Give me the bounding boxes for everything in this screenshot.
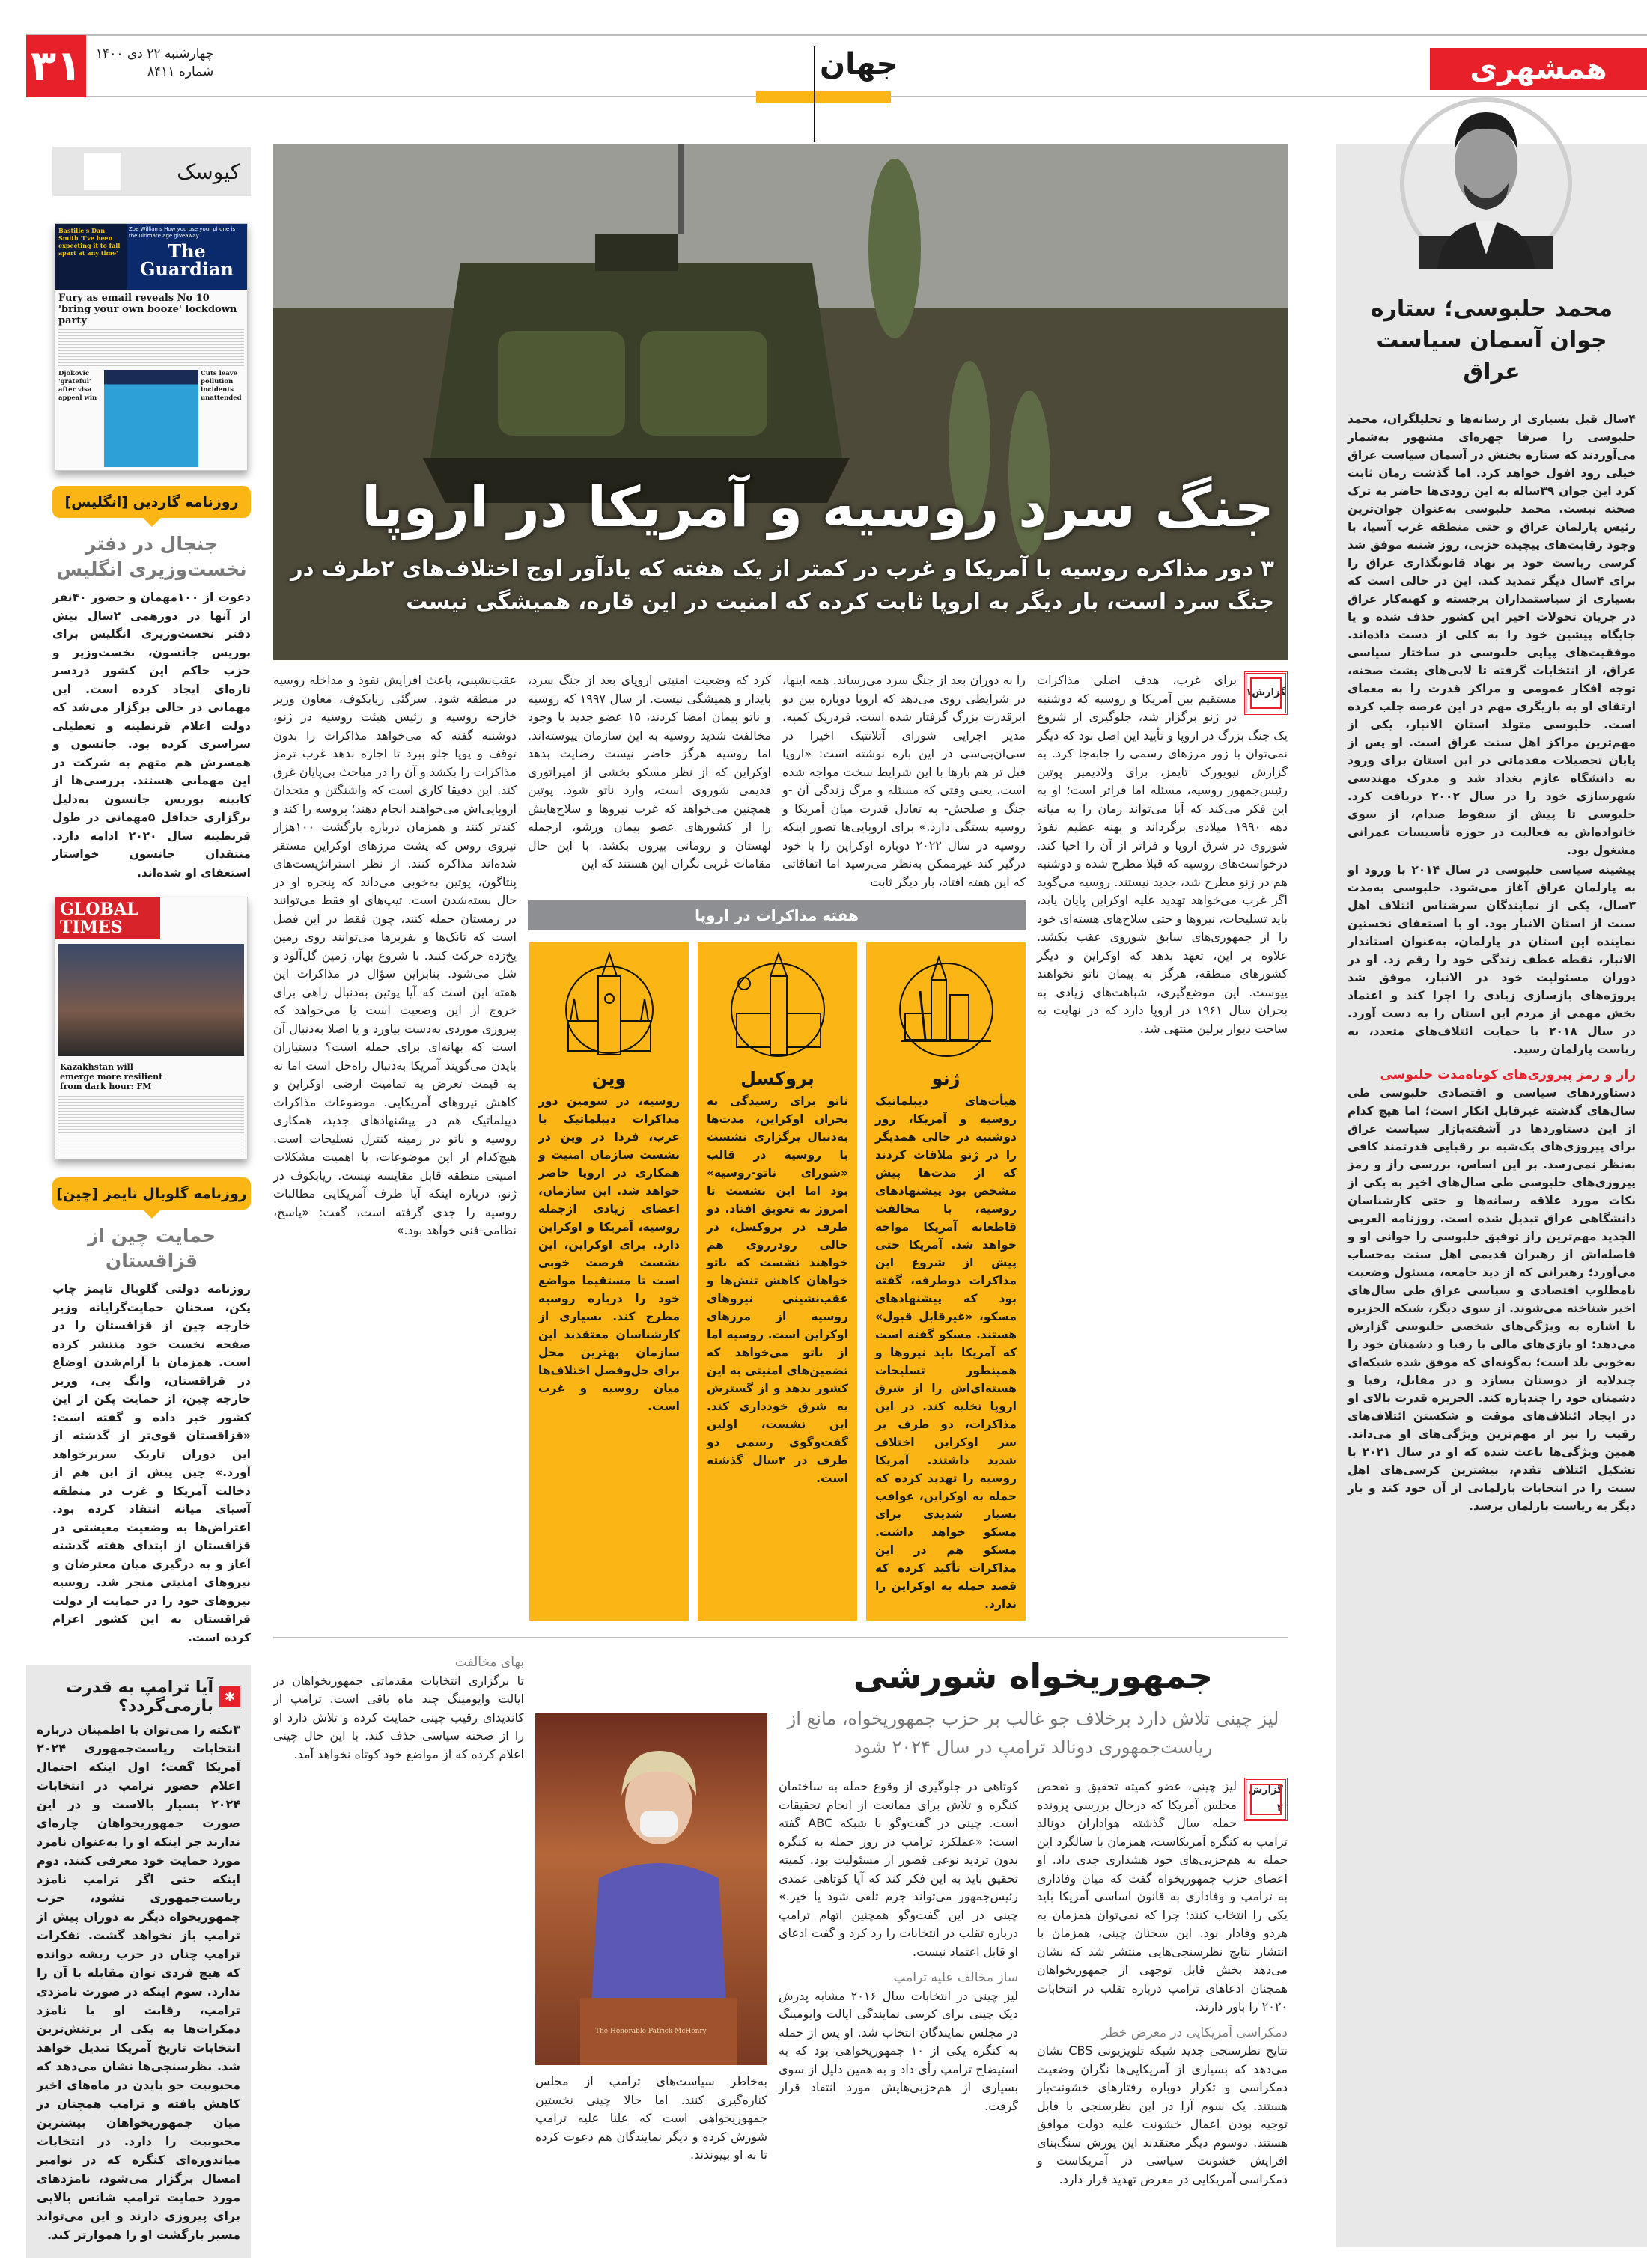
guardian-text-block xyxy=(58,329,244,367)
photo-caption: The Honorable Patrick McHenry xyxy=(595,2028,707,2035)
paragraph: تا برگزاری انتخابات مقدماتی جمهوریخواهان در ایالت وایومینگ چند ماه باقی است. ترامپ از کاندیدای رقیب چینی حمایت کرده و تلاش دارد او را از صحنه سیاسی حذف کند. با این حال چینی اعلام کرده که از مواضع خود کوتاه نخواهد آمد. xyxy=(273,1673,524,1761)
guardian-label: روزنامه گاردین [انگلیس] xyxy=(52,486,251,518)
guardian-summary xyxy=(52,531,251,882)
guardian-front-page[interactable] xyxy=(55,223,248,471)
report-2-badge: گزارش ۲ xyxy=(1244,1778,1288,1821)
guardian-story-left: Djokovic 'grateful' after visa appeal win xyxy=(58,370,97,402)
page-number: ۳۱ xyxy=(26,35,86,97)
section-title: جهان xyxy=(820,47,898,82)
subheading-opposition: ساز مخالف علیه ترامپ xyxy=(893,1970,1018,1985)
liz-cheney-photo xyxy=(535,1713,767,2065)
guardian-headline: Fury as email reveals No 10 'bring your own booze' lockdown party xyxy=(58,293,237,326)
city-text: روسیه، در سومین دور مذاکرات دیپلماتیک با غرب، فردا در وین در نشست سازمان امنیت و همکاری در اروپا حاضر خواهد شد. این سازمان، اعضای زیادی ازجمله روسیه، آمریکا و اوکراین دارد. برای اوکراین، این نشست فرصت خوبی است تا مستقیما مواضع خود را درباره روسیه مطرح کند. بسیاری از کارشناسان معتقدند این سازمان بهترین محل برای حل‌وفصل اختلاف‌ها میان روسیه و غرب است. xyxy=(538,1094,680,1413)
paragraph: لیز چینی در انتخابات سال ۲۰۱۶ مشابه پدرش دیک چینی برای کرسی نمایندگی ایالت وایومینگ در مجلس نمایندگان انتخاب شد. او پس از حمله به کنگره یکی از ۱۰ جمهوریخواهی بود که به استیضاح ترامپ رأی داد و به همین دلیل از سوی بسیاری از هم‌حزبی‌هایش مورد انتقاد قرار گرفت. xyxy=(779,1988,1019,2113)
city-text: هیأت‌های دیپلماتیک روسیه و آمریکا، روز دوشنبه در حالی همدیگر را در ژنو ملاقات کردند که از مدت‌ها پیش مشخص بود پیشنهادهای روسیه، با مخالفت قاطعانه آمریکا مواجه خواهد شد. آمریکا حتی پیش از شروع این مذاکرات دوطرفه، گفته بود که پیشنهادهای مسکو، «غیرقابل قبول» هستند. مسکو گفته است که آمریکا باید نیروها و همینطور تسلیحات هسته‌ای‌اش را از شرق اروپا تخلیه کند. در این مذاکرات، دو طرف بر سر اوکراین اختلاف شدید داشتند. آمریکا روسیه را تهدید کرده که حمله به اوکراین، عواقب بسیار شدیدی برای مسکو خواهد داشت. مسکو هم در این مذاکرات تأکید کرده که قصد حمله به اوکراین را ندارد. xyxy=(875,1094,1017,1611)
subheading-democracy: دمکراسی آمریکایی در معرض خطر xyxy=(1101,2025,1288,2040)
second-photo-column xyxy=(535,1713,767,2165)
lead-column-text: برای غرب، هدف اصلی مذاکرات مستقیم بین آمریکا و روسیه که دوشنبه در ژنو برگزار شد، جلوگیری از شروع یک جنگ بزرگ در اروپا و تأیید این اصل بود که دیگر نمی‌توان با زور مرزهای رسمی را جابه‌جا کرد. به گزارش نیویورک تایمز، برای ولادیمیر پوتین رئیس‌جمهور روسیه، مسئله اما فراتر است؛ او به این فکر می‌کند که آیا می‌تواند زمان را به میانه دهه ۱۹۹۰ میلادی برگرداند و پهنه عظیم نفوذ شوروی در شرق اروپا و فراتر از آن را احیا کند. درخواست‌های روسیه که قبلا مطرح شده و دوشنبه هم در ژنو مطرح شد، جدید نیستند. روسیه می‌گوید اگر غرب می‌خواهد تهدید علیه اوکراین پایان یابد، باید تسلیحات، نیروها و حتی سلاح‌های هسته‌ای خود را از جمهوری‌های سابق شوروی عقب بکشد. علاوه بر این، تعهد بدهد که اوکراین و دیگر کشورهای منطقه، هرگز به پیمان ناتو نخواهند پیوست. این موضع‌گیری، شباهت‌های زیادی به بحران سال ۱۹۶۱ در اروپا دارد که در نهایت به ساخت دیوار برلین منتهی شد. xyxy=(1037,673,1288,1036)
brussels-landmark-icon xyxy=(710,950,845,1062)
second-column-1 xyxy=(1037,1778,1288,2190)
global-times-summary-title: حمایت چین از قزاقستان xyxy=(87,1225,216,1272)
profile-article xyxy=(1348,293,1636,1515)
lead-headline: جنگ سرد روسیه و آمریکا در اروپا xyxy=(361,475,1274,540)
second-column-text: به‌خاطر سیاست‌های ترامپ از مجلس کناره‌گیری کنند. اما حالا چینی نخستین جمهوریخواهی است که علنا علیه ترامپ شورش کرده و دیگر نمایندگان هم دعوت کرده تا به او بپیوندند. xyxy=(535,2074,767,2162)
issue-number: شماره ۸۴۱۱ xyxy=(147,64,214,79)
main-column xyxy=(273,144,1288,2190)
city-name: وین xyxy=(591,1068,627,1089)
report-1-badge: گزارش۱ xyxy=(1244,671,1288,715)
second-headline: جمهوریخواه شورشی xyxy=(853,1656,1214,1696)
section-accent-bar xyxy=(756,91,891,103)
city-box-vienna xyxy=(529,942,689,1621)
second-column-text: کوتاهی در جلوگیری از وقوع حمله به ساختمان کنگره و تلاش برای ممانعت از انجام تحقیقات است. چینی در گفت‌وگو با شبکه ABC گفته است: «عملکرد ترامپ در روز حمله به کنگره بدون تردید نوعی قصور از مسئولیت بود. کمیته تحقیق باید به این فکر کند که آیا کوتاهی عمدی رئیس‌جمهور می‌تواند جرم تلقی شود یا خیر.» چینی در این گفت‌وگو همچنین اتهام ترامپ درباره تقلب در انتخابات را رد کرد و گفت ادعای او قابل اعتماد نیست. xyxy=(779,1779,1019,1959)
global-times-summary-body: روزنامه دولتی گلوبال تایمز چاپ پکن، سخنان حمایت‌گرایانه وزیر خارجه چین از قزاقستان را در صفحه نخست خود منتشر کرده است. همزمان با آرام‌شدن اوضاع در قزاقستان، وانگ یی، وزیر خارجه چین، از حمایت پکن از این کشور خبر داده و گفته است: «قزاقستان قوی‌تر از گذشته از این دوران تاریک سربرخواهد آورد.» چین پیش از این هم از دخالت آمریکا و غرب در منطقه آسیای میانه انتقاد کرده بود. اعتراض‌ها به وضعیت معیشتی در قزاقستان از ابتدای هفته گذشته آغاز و به درگیری میان معترضان و نیروهای امنیتی منجر شد. روسیه نیروهای خود را در حمایت از دولت قزاقستان به این کشور اعزام کرده است. xyxy=(52,1282,251,1644)
global-times-summary xyxy=(52,1223,251,1647)
kiosk-box xyxy=(84,153,121,190)
second-column-4 xyxy=(273,1653,524,1765)
kiosk-column xyxy=(26,147,251,2258)
second-column-2 xyxy=(779,1778,1018,2117)
global-times-masthead: GLOBAL TIMES xyxy=(55,897,160,939)
second-column-3 xyxy=(535,2073,767,2165)
subheading-price: بهای مخالفت xyxy=(454,1655,524,1670)
second-subheadline: لیز چینی تلاش دارد برخلاف جو غالب بر حزب جمهوریخواه، مانع از ریاست‌جمهوری دونالد ترامپ در سال ۲۰۲۴ شود xyxy=(787,1708,1279,1758)
city-box-geneva xyxy=(866,942,1026,1621)
global-times-photo xyxy=(58,944,244,1056)
negotiations-banner: هفته مذاکرات در اروپا xyxy=(528,900,1026,930)
issue-info xyxy=(96,45,213,81)
guardian-photo xyxy=(104,370,198,467)
guardian-story-right: Cuts leave pollution incidents unattended xyxy=(201,370,242,402)
top-rule xyxy=(26,34,1647,36)
city-name: بروکسل xyxy=(740,1068,815,1089)
city-name: ژنو xyxy=(931,1068,961,1089)
global-times-front-page[interactable] xyxy=(55,897,248,1159)
kiosk-title: کیوسک xyxy=(177,159,240,184)
geneva-landmark-icon xyxy=(879,950,1014,1062)
portrait-photo xyxy=(1396,82,1576,269)
global-times-label: روزنامه گلوبال تایمز [چین] xyxy=(52,1177,251,1210)
vienna-landmark-icon xyxy=(542,950,677,1062)
box-text: ۳نکته را می‌توان با اطمینان درباره انتخابات ریاست‌جمهوری ۲۰۲۴ آمریکا گفت؛ اول اینکه احتمال اعلام حضور ترامپ در انتخابات ۲۰۲۴ بسیار بالاست و در این صورت جمهوریخواهان چاره‌ای ندارند جز اینکه او را به‌عنوان نامزد مورد حمایت خود معرفی کنند. دوم اینکه حتی اگر ترامپ نامزد ریاست‌جمهوری نشود، حزب جمهوریخواه دیگر به دوران پیش از ترامپ باز نخواهد گشت. تفکرات ترامپ چنان در حزب ریشه دوانده که هیچ فردی توان مقابله با آن را ندارد. سوم اینکه در صورت نامزدی ترامپ، رقابت او با نامزد دمکرات‌ها به یکی از پرتنش‌ترین انتخابات تاریخ آمریکا تبدیل خواهد شد. نظرسنجی‌ها نشان می‌دهد که محبوبیت جو بایدن در ماه‌های اخیر کاهش یافته و ترامپ همچنان در میان جمهوریخواهان بیشترین محبوبیت را دارد. در انتخابات میاندوره‌ای کنگره که در نوامبر امسال برگزار می‌شود، نامزدهای مورد حمایت ترامپ شانس بالایی برای پیروزی دارند و این می‌تواند مسیر بازگشت او را هموارتر کند. xyxy=(37,1722,240,2242)
issue-date: چهارشنبه ۲۲ دی ۱۴۰۰ xyxy=(96,46,214,61)
newspaper-logo: همشهری xyxy=(1430,48,1647,90)
profile-paragraph: پیشینه سیاسی حلبوسی در سال ۲۰۱۴ با ورود او به پارلمان عراق آغاز می‌شود. حلبوسی به‌مدت ۳سال، یکی از نمایندگان سرشناس ائتلاف اهل سنت از استان الانبار بود. او با استعفای نخستین نماینده این استان در پارلمان، به‌عنوان استاندار الانبار، نقطه عطف زندگی خود را رقم زد. او در دوران مسئولیت خود در الانبار، موفق شد پروژه‌های بازسازی زیادی را اجرا کند و اعتماد بخش مهمی از مردم این استان را به دست آورد. در سال ۲۰۱۸ با حمایت ائتلاف‌های متعدد، به ریاست پارلمان رسید. xyxy=(1348,863,1636,1056)
lead-article xyxy=(273,671,1288,1621)
trump-return-box xyxy=(26,1665,251,2258)
global-times-text-block xyxy=(58,1096,244,1156)
lead-column-1 xyxy=(1037,671,1288,1038)
city-box-brussels xyxy=(698,942,857,1621)
lead-column-2: را به دوران بعد از جنگ سرد می‌رساند. همه اینها، در شرایطی روی می‌دهد که اروپا دوباره بین دو ابرقدرت بزرگ گرفتار شده است. فردریک کمپه، مدیر اجرایی شورای آتلانتیک اخیرا در سی‌ان‌بی‌سی در این باره نوشته است: «اروپا قبل تر هم بارها با این شرایط سخت مواجه شده است، یعنی وقتی که مسئله و مرگ زندگی آن -و جنگ و صلحش- به تعادل قدرت میان آمریکا و روسیه بستگی دارد.» برای اروپایی‌ها تصور اینکه روسیه در سال ۲۰۲۲ دوباره اوکراین را با خود درگیر کند غیرممکن به‌نظر می‌رسید اما اتفاقاتی که این هفته افتاد، بار دیگر ثابت xyxy=(782,673,1026,889)
lead-photo xyxy=(273,144,1288,660)
second-article xyxy=(273,1653,1288,2190)
profile-intro: ۴سال قبل بسیاری از رسانه‌ها و تحلیلگران، محمد حلبوسی را صرفا چهره‌ای مشهور به‌شمار می‌آوردند که ستاره بختش در آسمان سیاست عراق خیلی زود افول خواهد کرد. اما گذشت زمان ثابت کرد این جوان ۳۹ساله به این زودی‌ها حاضر به ترک صحنه نیست. محمد حلبوسی به‌عنوان جوان‌ترین رئیس پارلمان عراق و حتی منطقه غرب آسیا، با وجود رقابت‌های پیچیده حزبی، روز شنبه موفق شد کرسی ریاست خود بر نهاد قانونگذاری عراق را برای ۴سال دیگر تمدید کند. این در حالی است که بسیاری از سیاستمداران برجسته و کهنه‌کار عراق در جریان تحولات اخیر این کشور حذف شده و یا جایگاه پیشین خود را به کلی از دست داده‌اند. موفقیت‌های پیاپی حلبوسی در ساختار سیاسی عراق، از انتخابات گرفته تا لابی‌های پشت صحنه، توجه افکار عمومی و مراکز قدرت را به معمای ارتقای او به بازیگری مهم در این عرصه جلب کرده است. حلبوسی متولد استان الانبار، یکی از مهم‌ترین مراکز اهل سنت عراق است. او پس از پایان تحصیلات مقدماتی در این استان برای ورود به دانشگاه عازم بغداد شد و مدرک مهندسی شهرسازی خود را در سال ۲۰۰۲ دریافت کرد. حلبوسی تا پیش از سقوط صدام، از سوی خانواده‌اش به فعالیت در حوزه تأسیسات عمرانی مشغول بود. xyxy=(1348,412,1636,857)
profile-subheading: راز و رمز پیروزی‌های کوتاه‌مدت حلبوسی xyxy=(1380,1067,1636,1082)
lead-middle xyxy=(528,671,1026,1621)
lead-column-4: عقب‌نشینی، باعث افزایش نفوذ و مداخله روسیه در منطقه شود. سرگئی ریابکوف، معاون وزیر خارجه روسیه و رئیس هیئت روسیه در ژنو، دوشنبه گفته که می‌خواهد مذاکرات را بدون توقف و پویا جلو ببرد تا اجازه ندهد غرب ترمز مذاکرات را بکشد و آن را در مباحث بی‌پایان غرق کند. این دقیقا کاری است که واشنگتن و متحدان اروپایی‌اش می‌خواهند انجام دهند؛ پروسه را کند و کندتر کنند و همزمان درباره بازگشت ۱۰۰هزار نیروی روس که پشت مرزهای اوکراین مستقر شده‌اند مذاکره کنند. از نظر استراتژیست‌های پنتاگون، پوتین به‌خوبی می‌داند که پنجره او در حال بسته‌شدن است. تیپ‌های او فقط می‌توانند در زمستان حمله کنند، چون فقط در این فصل است که تانک‌ها و نفربرها می‌توانند روی زمین یخ‌زده حرکت کنند. با شروع بهار، زمین گل‌آلود و شل می‌شود. بنابراین سؤال در مذاکرات این هفته این است که آیا پوتین به‌دنبال راهی برای خروج از این وضعیت است یا می‌خواهد که پیروزی موردی به‌دست بیاورد و یا اصلا به‌دنبال آن است که بهانه‌ای برای حمله است؟ دستیاران بایدن می‌گویند آمریکا به‌دنبال راه‌حل است اما نه به قیمت تعرض به تمامیت ارضی اوکراین و کاهش نیروهای آمریکایی. موضوعات مذاکرات دیپلماتیک هم در پیشنهادهای جدید، همکاری روسیه و ناتو در زمینه کنترل تسلیحات است. هیچ‌کدام از این موضوعات، با اهمیت مشکلات امنیتی منطقه قابل مقایسه نیست. ریابکوف در ژنو، درباره اینکه آیا طرف آمریکایی مطالبات روسیه را جدی گرفته است، گفت: «پاسخ، نظامی-فنی خواهد بود.» xyxy=(273,673,517,1237)
guardian-summary-body: دعوت از ۱۰۰مهمان و حضور ۴۰نفر از آنها در دورهمی ۲سال پیش دفتر نخست‌وزیری انگلیس برای بوریس جانسون، نخست‌وزیر و حزب حاکم این کشور دردسر تازه‌ای ایجاد کرده است. این مهمانی در حالی برگزار می‌شد که دولت اعلام قرنطینه و تعطیلی سراسری کرده بود. جانسون و همسرش هم متهم به شرکت در این مهمانی هستند. بررسی‌ها از کابینه بوریس جانسون به‌دلیل برگزاری حداقل ۵مهمانی در طول قرنطینه سال ۲۰۲۰ ادامه دارد. منتقدان جانسون خواستار استعفای او شده‌اند. xyxy=(52,591,252,880)
lead-subheadline: ۳ دور مذاکره روسیه با آمریکا و غرب در کمتر از یک هفته که یادآور اوج اختلاف‌های ۲طرف در جنگ سرد است، بار دیگر به اروپا ثابت کرده که امنیت در این قاره، همیشگی نیست xyxy=(290,555,1274,614)
section-divider-rule xyxy=(273,1637,1288,1638)
profile-sidebar xyxy=(1336,144,1647,2247)
paragraph: نتایج نظرسنجی جدید شبکه تلویزیونی CBS نشان می‌دهد که بسیاری از آمریکایی‌ها نگران وضعیت دمکراسی و تکرار دوباره رفتارهای خشونت‌بار هستند. یک سوم آرا در این نظرسنجی با قابل توجیه بودن اعمال خشونت علیه دولت موافق هستند. دوسوم دیگر معتقدند این یورش سنگ‌بنای افزایش خشونت سیاسی در آمریکاست و دمکراسی آمریکایی در معرض تهدید قرار دارد. xyxy=(1037,2043,1288,2186)
section-divider xyxy=(814,46,815,142)
global-times-headline: Kazakhstan will emerge more resilient from dark hour: FM xyxy=(60,1062,163,1091)
city-boxes xyxy=(528,942,1026,1621)
asterisk-icon: ✱ xyxy=(219,1686,240,1707)
kiosk-header xyxy=(52,147,251,196)
guardian-promo-right: Zoe Williams How you use your phone is the ultimate age giveaway xyxy=(129,226,236,239)
guardian-masthead: The Guardian xyxy=(139,240,234,280)
profile-paragraph: دستاوردهای سیاسی و اقتصادی حلبوسی طی سال‌های گذشته غیرقابل انکار است؛ اما هیچ کدام از این دستاوردها در آشفته‌بازار سیاست عراق برای پیروزی‌های یک‌شبه بر رقبایی قدرتمند کافی به‌نظر نمی‌رسد. بر این اساس، بررسی راز و رمز پیروزی‌های حلبوسی طی سال‌های اخیر به یکی از نکات مورد علاقه رسانه‌ها و حتی کارشناسان دانشگاهی عراق تبدیل شده است. روزنامه العربی الجدید مهم‌ترین راز توفیق حلبوسی را جوانی او و فاصله‌اش از رهبران قدیمی اهل سنت به‌حساب می‌آورد؛ رهبرانی که از دید جامعه، مسئول وضعیت نامطلوب اقتصادی و سیاسی عراق طی سال‌های اخیر شناخته می‌شوند. از سوی دیگر، شبکه الجزیره با اشاره به ویژگی‌های شخصی حلبوسی گزارش می‌دهد: او بازی‌های مالی با رقبا و دشمنان خود را به‌خوبی بلد است؛ به‌گونه‌ای که موفق شده شبکه‌ای چندلایه از دوستان بسازد و در مقابل، رقبا و دشمنان خود را چندپاره کند. الجزیره قدرت بالای او در ایجاد ائتلاف‌های موقت و شکستن ائتلاف‌های رقیب را نیز از مهم‌ترین ویژگی‌های او می‌داند. همین ویژگی‌ها باعث شده که او در سال ۲۰۲۱ با تشکیل ائتلاف تقدم، بیشترین کرسی‌های اهل سنت را در انتخابات پارلمانی از آن خود کند و بار دیگر به ریاست پارلمان برسد. xyxy=(1348,1086,1636,1513)
city-text: ناتو برای رسیدگی به بحران اوکراین، مدت‌ها به‌دنبال برگزاری نشست با روسیه در قالب «شورای ناتو-روسیه» بود اما این نشست تا امروز به تعویق افتاد. دو طرف در بروکسل، در حالی رودرروی هم خواهند نشست که ناتو خواهان کاهش تنش‌ها و عقب‌نشینی نیروهای روسیه از مرزهای اوکراین است. روسیه اما از ناتو می‌خواهد که تضمین‌های امنیتی به این کشور بدهد و از گسترش به شرق خودداری کند. این نشست، اولین گفت‌وگوی رسمی دو طرف در ۲سال گذشته است. xyxy=(707,1094,848,1485)
second-column-text: لیز چینی، عضو کمیته تحقیق و تفحص مجلس آمریکا که درحال بررسی پرونده حمله سال گذشته هواداران دونالد ترامپ به کنگره آمریکاست، همزمان با سالگرد این حمله به هم‌حزبی‌های خود هشداری جدی داد. او اعضای حزب جمهوریخواه گفت که میان وفاداری به ترامپ و وفاداری به قانون اساسی آمریکا باید یکی را انتخاب کنند؛ چرا که نمی‌توان همزمان به هردو وفادار بود. این سخنان چینی، همزمان با انتشار نتایج نظرسنجی‌هایی منتشر شد که نشان می‌دهد بخش قابل توجهی از جمهوریخواهان همچنان ادعاهای ترامپ درباره تقلب در انتخابات ۲۰۲۰ را باور دارند. xyxy=(1037,1779,1288,2014)
guardian-promo-left: Bastille's Dan Smith 'I've been expecting it to fall apart at any time' xyxy=(55,224,127,290)
guardian-summary-title: جنجال در دفتر نخست‌وزیری انگلیس xyxy=(56,533,247,580)
second-article-main xyxy=(779,1653,1288,2190)
profile-headline: محمد حلبوسی؛ ستاره جوان آسمان سیاست عراق xyxy=(1370,296,1613,385)
lead-column-3: کرد که وضعیت امنیتی اروپای بعد از جنگ سرد، پایدار و همیشگی نیست. از سال ۱۹۹۷ که روسیه و ناتو پیمان امضا کردند، ۱۵ عضو جدید با وجود مخالفت شدید روسیه به این سازمان پیوسته‌اند. اما روسیه هرگز حاضر نیست رضایت بدهد اوکراین که از نظر مسکو بخشی از امپراتوری قدیمی شوروی است، وارد ناتو شود. پوتین همچنین می‌خواهد که غرب نیروها و سلاح‌هایش را از کشورهای عضو پیمان ورشو، ازجمله لهستان و رومانی بیرون بکشد. با این حال مقامات غربی نگران این هستند که این xyxy=(528,673,771,871)
box-title: آیا ترامپ به قدرت بازمی‌گردد؟ xyxy=(66,1678,213,1716)
